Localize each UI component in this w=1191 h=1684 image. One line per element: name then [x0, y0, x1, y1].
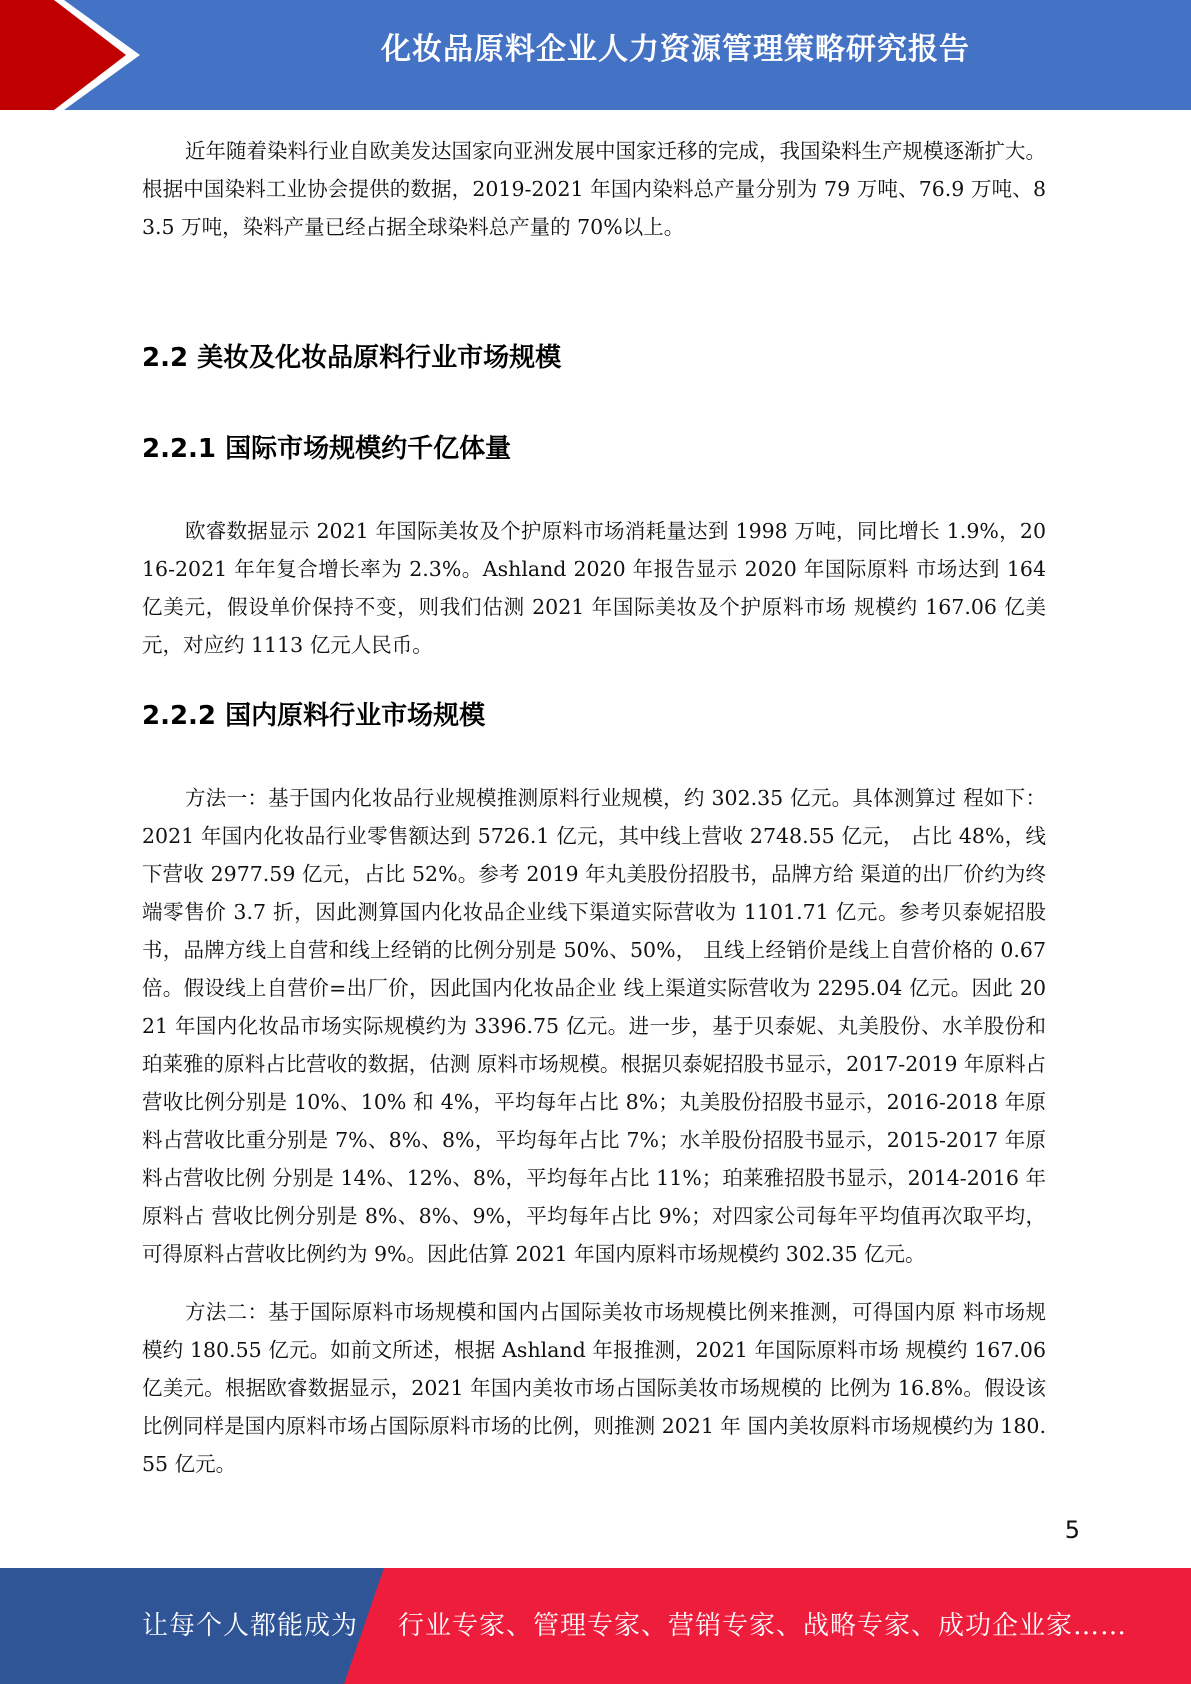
footer-slogan-right: 行业专家、管理专家、营销专家、战略专家、成功企业家…… [398, 1611, 1128, 1641]
method-one-paragraph: 方法一：基于国内化妆品行业规模推测原料行业规模，约 302.35 亿元。具体测算过 程如下：2021 年国内化妆品行业零售额达到 5726.1 亿元，其中线上营收 2748.55 亿元， 占比 48%，线下营收 2977.59 亿元，占比 52%。参考 2019 年丸美股份招股书，品牌方给 渠道的出厂价约为终端零售价 3.7 折，因此测算国内化妆品企业线下渠道实际营收为 1101.71 亿元。参考贝泰妮招股书，品牌方线上自营和线上经销的比例分别是 50%、50%， 且线上经销价是线上自营价格的 0.67 倍。假设线上自营价=出厂价，因此国内化妆品企业 线上渠道实际营收为 2295.04 亿元。因此 2021 年国内化妆品市场实际规模约为 3396.75 亿元。进一步，基于贝泰妮、丸美股份、水羊股份和珀莱雅的原料占比营收的数据，估测 原料市场规模。根据贝泰妮招股书显示，2017-2019 年原料占营收比例分别是 10%、10% 和 4%，平均每年占比 8%；丸美股份招股书显示，2016-2018 年原料占营收比重分别是 7%、8%、8%，平均每年占比 7%；水羊股份招股书显示，2015-2017 年原料占营收比例 分别是 14%、12%、8%，平均每年占比 11%；珀莱雅招股书显示，2014-2016 年原料占 营收比例分别是 8%、8%、9%，平均每年占比 9%；对四家公司每年平均值再次取平均， 可得原料占营收比例约为 9%。因此估算 2021 年国内原料市场规模约 302.35 亿元。 [142, 786, 1046, 1266]
document-title: 化妆品原料企业人力资源管理策略研究报告 [381, 32, 970, 67]
intro-paragraph: 近年随着染料行业自欧美发达国家向亚洲发展中国家迁移的完成，我国染料生产规模逐渐扩大。根据中国染料工业协会提供的数据，2019-2021 年国内染料总产量分别为 79 万吨、76.9 万吨、83.5 万吨，染料产量已经占据全球染料总产量的 70%以上。 [142, 139, 1046, 239]
international-market-paragraph: 欧睿数据显示 2021 年国际美妆及个护原料市场消耗量达到 1998 万吨，同比增长 1.9%，2016-2021 年年复合增长率为 2.3%。Ashland 2020 年报告显示 2020 年国际原料 市场达到 164 亿美元，假设单价保持不变，则我们估测 2021 年国际美妆及个护原料市场 规模约 167.06 亿美元，对应约 1113 亿元人民币。 [142, 519, 1046, 657]
page-number: 5 [1064, 1516, 1080, 1544]
section-heading-2-2-2: 2.2.2 国内原料行业市场规模 [142, 701, 486, 731]
method-two-paragraph: 方法二：基于国际原料市场规模和国内占国际美妆市场规模比例来推测，可得国内原 料市场规模约 180.55 亿元。如前文所述，根据 Ashland 年报推测，2021 年国际原料市场 规模约 167.06 亿美元。根据欧睿数据显示，2021 年国内美妆市场占国际美妆市场规模的 比例为 16.8%。假设该比例同样是国内原料市场占国际原料市场的比例，则推测 2021 年 国内美妆原料市场规模约为 180.55 亿元。 [142, 1300, 1046, 1476]
section-heading-2-2-1: 2.2.1 国际市场规模约千亿体量 [142, 434, 512, 464]
page-content [142, 132, 1046, 1483]
footer-slogan-left: 让每个人都能成为 [142, 1611, 359, 1641]
page-footer [0, 1568, 1191, 1684]
section-heading-2-2: 2.2 美妆及化妆品原料行业市场规模 [142, 343, 562, 373]
chevron-arrow-icon [0, 0, 160, 110]
page-header [0, 0, 1191, 110]
